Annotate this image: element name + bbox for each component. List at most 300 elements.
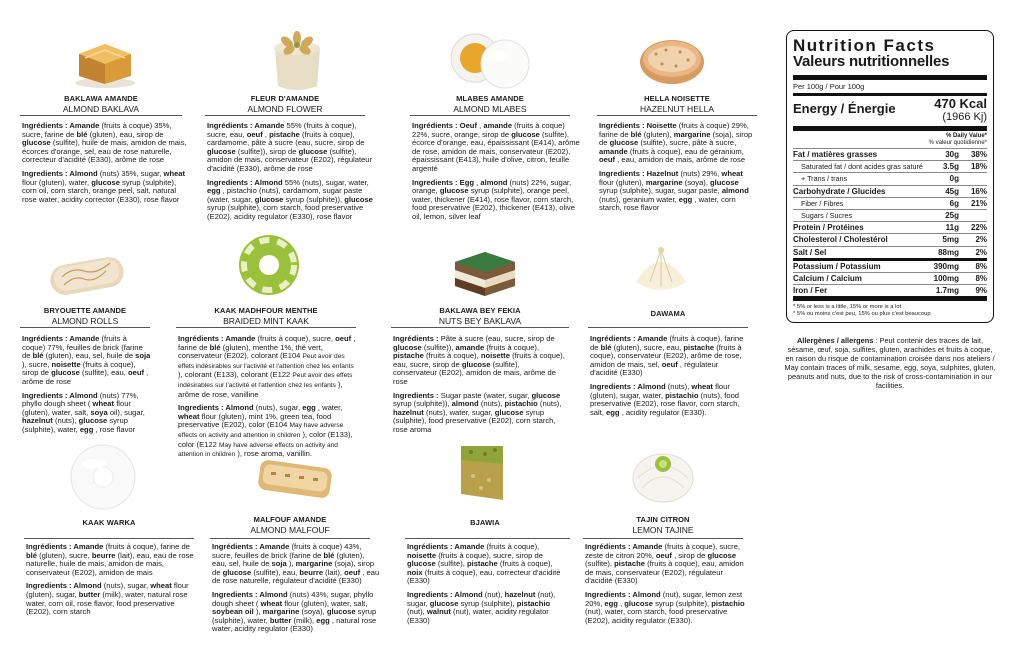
ingredient-text: 55% (fruits à coque), sucre, eau, <box>207 121 357 139</box>
nutrient-amount: 6g <box>949 198 959 208</box>
ingredient-text: (nut), <box>484 589 505 599</box>
allergen-highlight: almond <box>480 177 508 187</box>
ingredient-text: , farine de <box>178 334 356 352</box>
ingredient-text: (sulfite), eau, <box>253 567 300 577</box>
ingredients-en <box>412 179 584 222</box>
nutrient-daily-value: 8% <box>975 261 987 271</box>
ingredients-fr <box>178 335 358 399</box>
energy-kj: (1966 Kj) <box>942 111 987 123</box>
nutrient-table <box>793 148 987 296</box>
allergen-highlight: wheat <box>163 168 186 178</box>
ingredient-text: syrup (sulphite), sugar, sugar paste, <box>599 186 722 196</box>
ingredient-text: (fruits à coque), farine de <box>105 542 190 551</box>
almond-rolls-image <box>44 245 130 301</box>
ingredients-fr <box>22 335 152 387</box>
ingredient-text: (fruits à coque), eau de géranium, <box>629 146 744 156</box>
ingredient-text: (sulfite), amidon de mais, conservateur (E202), régulateur d'acidité (E330), arôme de rose <box>207 146 373 173</box>
product-name-fr: TAJIN CITRON <box>636 515 690 524</box>
ingredient-text: Peut avoir des effets indésirables sur l'activité et l'attention chez les enfants <box>178 372 353 389</box>
ingredient-text: (fruits à coque), <box>425 351 481 361</box>
allergen-highlight: glucose <box>707 550 737 560</box>
divider <box>210 538 370 539</box>
ingredient-text: , rose flavor <box>95 424 136 434</box>
nutrient-row <box>793 258 987 272</box>
allergen-highlight: oeuf <box>127 368 145 378</box>
allergen-highlight: Ingrédients : Amande <box>590 334 668 343</box>
divider <box>583 538 743 539</box>
divider <box>20 327 150 328</box>
allergen-highlight: blé <box>26 550 37 560</box>
product-name-en: HAZELNUT HELLA <box>639 104 714 114</box>
allergen-highlight: glucose <box>393 342 422 352</box>
allergen-highlight: Ingredients : Almond <box>590 381 666 391</box>
allergen-highlight: glucose <box>494 407 524 417</box>
allergen-highlight: soja <box>135 351 151 361</box>
ingredient-text: syrup (sulphite)), <box>393 399 452 409</box>
allergen-highlight: egg <box>678 194 693 204</box>
ingredient-text: syrup (sulphite), corn starch, food preservative (E202), acidity regulator (E330), rose flavor <box>207 203 364 221</box>
allergen-highlight: pistachio <box>711 598 745 608</box>
ingredient-text: flour (gluten), water, salt, <box>22 399 131 417</box>
ingredients-fr <box>590 335 746 378</box>
allergen-highlight: hazelnut <box>504 589 536 599</box>
ingredient-text: (fruits à coque) 29%, farine de <box>599 121 749 139</box>
ingredients-kaak-warka <box>26 543 196 622</box>
ingredient-text: ), <box>288 559 296 569</box>
allergen-highlight: glucose <box>531 390 561 400</box>
nutrient-amount: 25g <box>945 211 959 221</box>
allergen-highlight: egg <box>316 615 330 625</box>
product-name-fr: KAAK WARKA <box>82 518 136 527</box>
allergen-notice <box>783 336 997 390</box>
ingredient-text: syrup (sulphite), corn oil, corn starch, orange peel, salt, natural rose water, acidity corrector (E330), rose flavor <box>22 177 180 204</box>
allergen-highlight: Ingrédients : Amande <box>207 121 285 130</box>
product-name-en: BRAIDED MINT KAAK <box>223 316 309 326</box>
ingredient-text: Peut avoir des effets indésirables sur l'activité et l'attention chez les enfants <box>178 353 354 370</box>
energy-kcal: 470 Kcal <box>934 96 987 111</box>
lemon-tajine-image <box>630 444 696 504</box>
ingredients-fr <box>212 543 380 586</box>
nutrient-name: Protein / Protéines <box>793 223 864 233</box>
ingredient-text: (fruits à coque), <box>486 342 540 352</box>
nutrient-daily-value: 2% <box>975 247 987 257</box>
nutrient-row <box>793 221 987 233</box>
allergen-highlight: wheat <box>721 168 743 178</box>
baklawa-almond-image <box>65 28 145 90</box>
allergen-highlight: glucose <box>439 186 469 196</box>
allergen-highlight: margarine <box>295 559 333 569</box>
footnote: * 5% or less is a little, 15% or more is a lot * 5% ou moins c'est peu, 15% ou plus c'est beaucoup <box>793 304 931 318</box>
allergen-highlight: blé <box>209 342 221 352</box>
energy-label: Energy / Énergie <box>793 101 896 116</box>
ingredients-almond-flower <box>207 122 379 227</box>
allergen-highlight: glucose <box>461 359 491 369</box>
daily-value-header: % Daily Value* % valeur quotidienne* <box>928 133 987 146</box>
allergen-highlight: glucose <box>91 177 120 187</box>
ingredients-en <box>207 179 379 222</box>
ingredient-text: 55% (nuts), sugar, water, <box>284 177 369 187</box>
nuts-bey-baklava-image <box>445 244 523 300</box>
ingredients-en <box>212 591 380 634</box>
ingredient-text: (nuts), sugar, <box>103 581 151 591</box>
allergen-highlight: blé <box>76 129 88 139</box>
ingredients-en <box>599 170 755 213</box>
ingredient-text: ), rose aroma, vanillin. <box>237 449 313 459</box>
ingredient-text: (nuts), <box>667 381 692 391</box>
ingredient-text: (nuts) 43%, sugar, phyllo dough sheet ( <box>212 589 374 608</box>
allergen-highlight: egg <box>606 407 620 417</box>
ingredients-nuts-bey-baklava <box>393 335 565 440</box>
ingredient-text: Pâte à sucre (eau, sucre, sirop de <box>440 334 555 343</box>
ingredient-text: , pistachio (nuts), cardamom, sugar paste (water, sugar, <box>207 186 363 204</box>
allergen-highlight: pistache <box>614 559 645 569</box>
ingredients-en <box>407 591 569 625</box>
nutrient-row <box>793 233 987 245</box>
nutrient-name: Fiber / Fibres <box>801 198 844 208</box>
ingredient-text: (fruits à coque), farine de <box>590 334 744 352</box>
ingredient-text: (fruits à coque) 43%, sucre, feuilles de brick (farine de <box>212 542 362 560</box>
ingredient-text: (sulfite), <box>585 559 615 569</box>
serving-size: Per 100g / Pour 100g <box>793 82 865 91</box>
allergen-highlight: Ingredients : <box>393 390 439 400</box>
nutrient-amount: 5mg <box>942 235 959 245</box>
ingredient-text: flour (gluten), <box>599 177 646 187</box>
ingredient-text: flour (gluten), mint 1%, green tea, food preservative (E202), color (E104 <box>178 411 332 430</box>
divider <box>24 538 194 539</box>
allergen-highlight: Ingrédients : Amande <box>26 542 104 551</box>
product-title-kaak-warka <box>24 517 194 528</box>
product-title-almond-baklava <box>20 93 182 115</box>
nutrient-amount: 0g <box>949 174 959 184</box>
allergen-highlight: soya <box>90 407 108 417</box>
product-name-fr: BAKLAWA AMANDE <box>64 94 138 103</box>
allergen-highlight: glucose <box>22 138 51 148</box>
ingredient-text: (soya), <box>684 177 711 187</box>
ingredient-text: flour (gluten), sugar, <box>26 581 189 599</box>
allergen-highlight: Ingrédients : Amande <box>22 334 100 343</box>
ingredients-braided-mint-kaak <box>178 335 358 465</box>
product-title-lemon-tajine <box>583 514 743 536</box>
allergen-highlight: oeuf <box>599 155 616 165</box>
allergen-highlight: Ingredients : Egg <box>412 177 475 187</box>
allergen-highlight: Ingrédients : <box>393 334 439 343</box>
allergen-highlight: almond <box>721 186 749 196</box>
ingredient-text: (fruits à coque), cardamome, pâte à sucre (eau, sucre, sirop de <box>207 129 365 148</box>
nutrient-row <box>793 272 987 284</box>
ingredient-text: , sirop de <box>674 550 708 560</box>
mlabes-almond-image <box>445 28 535 92</box>
allergen-highlight: Ingrédients : Amande <box>212 542 290 551</box>
ingredient-text: , acidity regulator (E330). <box>621 407 707 417</box>
ingredient-text: (nuts), <box>539 399 562 409</box>
ingredient-text: syrup (sulphite), <box>655 598 712 608</box>
ingredient-text: (lait), <box>325 567 345 577</box>
nutrient-daily-value: 21% <box>970 198 987 208</box>
allergen-highlight: wheat <box>92 399 115 409</box>
allergen-highlight: glucose <box>710 177 739 187</box>
ingredient-text: (nut), water, acidity regulator (E330) <box>407 607 549 625</box>
ingredient-text: ), arôme de rose, vanilline <box>178 379 343 399</box>
ingredient-text: (fruits à coque) 77%, feuilles de brick (farine de <box>22 334 143 361</box>
allergen-highlight: Ingrédients : Oeuf <box>412 121 477 130</box>
ingredient-text: syrup (sulphite)), <box>285 194 345 204</box>
nutrient-name: Calcium / Calcium <box>793 273 862 283</box>
nutrient-name: Saturated fat / dont acides gras saturé <box>801 162 923 172</box>
product-title-bjawia <box>405 517 565 528</box>
ingredient-text: (sulfite)), sirop de <box>237 146 299 156</box>
allergen-highlight: noisette <box>407 550 437 560</box>
allergen-highlight: soybean oil <box>212 607 254 617</box>
ingredient-text: , eau, amidon de mais, arôme de rose <box>617 155 746 165</box>
ingredients-fr <box>585 543 745 586</box>
divider <box>410 115 570 116</box>
allergen-highlight: pistachio <box>504 399 538 409</box>
ingredients-en <box>393 392 565 435</box>
product-title-hazelnut-hella <box>597 93 757 115</box>
almond-flower-image <box>265 26 330 94</box>
allergen-highlight: Ingredients : Almond <box>585 589 661 599</box>
ingredient-text: (gluten), eau, sirop de <box>89 129 164 139</box>
nutrient-name: + Trans / trans <box>801 174 848 184</box>
allergen-label: Allergènes / allergens <box>796 336 874 345</box>
nutrient-daily-value: 18% <box>970 162 987 172</box>
ingredient-text: , <box>476 177 481 187</box>
ingredients-fr <box>26 543 196 577</box>
ingredient-text: syrup (sulphite), <box>460 598 517 608</box>
ingredient-text: , arôme de rose <box>22 368 149 386</box>
nutrient-daily-value: 38% <box>970 150 987 160</box>
allergen-highlight: pistache <box>466 559 498 569</box>
nutrient-daily-value: 16% <box>970 186 987 196</box>
allergen-highlight: Ingredients : Almond <box>22 168 98 178</box>
ingredient-text: (fruits à coque), sucre, <box>257 334 336 343</box>
allergen-highlight: Ingredients : Almond <box>212 589 288 599</box>
product-name-fr: MALFOUF AMANDE <box>253 515 327 524</box>
ingredients-almond-baklava <box>22 122 192 209</box>
allergen-highlight: amande <box>599 146 628 156</box>
product-name-fr: HELLA NOISETTE <box>644 94 710 103</box>
nutrient-name: Cholesterol / Cholestérol <box>793 235 888 245</box>
allergen-highlight: glucose <box>407 559 436 569</box>
allergen-highlight: blé <box>323 550 335 560</box>
allergen-highlight: glucose <box>429 598 459 608</box>
product-name-fr: KAAK MADHFOUR MENTHE <box>214 306 318 315</box>
braided-mint-kaak-image <box>236 232 302 298</box>
energy-row <box>793 96 987 123</box>
allergen-highlight: blé <box>630 129 642 139</box>
nutrient-daily-value: 2% <box>975 235 987 245</box>
nutrient-row <box>793 185 987 197</box>
product-name-fr: BJAWIA <box>470 518 500 527</box>
ingredient-text: , eau de rose naturelle, régulateur d'acidité (E330) <box>212 567 380 586</box>
allergen-highlight: glucose <box>51 368 80 378</box>
allergen-highlight: pistache <box>393 351 424 361</box>
ingredient-text: (sulfite), conservateur (E202), amidon de mais, arôme de rose <box>393 359 556 386</box>
allergen-highlight: pistache <box>683 342 715 352</box>
product-title-nuts-bey-baklava <box>391 305 569 327</box>
nutrition-title-en: Nutrition Facts <box>793 36 936 55</box>
allergen-highlight: butter <box>78 589 101 599</box>
ingredient-text: (fruits à coque), sirop de <box>22 359 136 378</box>
nutrient-name: Salt / Sel <box>793 247 827 257</box>
ingredient-text: (sulfite), écorce d'orange, eau, épaississant (E414), arôme de rose, amidon de mais, conservateur (E202), épaississant (E413), huile d'olive, citron, feuille argenté <box>412 129 580 173</box>
allergen-highlight: Ingredients : Almond <box>407 589 483 599</box>
allergen-highlight: wheat <box>260 598 283 608</box>
product-name-en: ALMOND FLOWER <box>247 104 323 114</box>
allergen-highlight: oeuf <box>246 129 263 139</box>
ingredient-text: (soya), <box>301 607 327 617</box>
ingredient-text: (nut), sugar, lemon zest 20%, <box>585 589 743 608</box>
allergen-highlight: Ingredients : Almond <box>22 390 98 400</box>
product-title-almond-flower <box>205 93 365 115</box>
ingredients-fr <box>393 335 565 387</box>
ingredients-lemon-tajine <box>585 543 745 630</box>
nutrient-row <box>793 172 987 184</box>
nutrient-name: Carbohydrate / Glucides <box>793 186 886 196</box>
allergen-highlight: butter <box>269 615 292 625</box>
ingredient-text: (nuts), geranium water, <box>599 194 679 204</box>
allergen-highlight: noisette <box>51 359 81 369</box>
ingredient-text: (nut), water, corn starch, food preservative (E202), acidity regulator (E330). <box>585 607 728 625</box>
allergen-highlight: Ingredients : Almond <box>207 177 283 187</box>
ingredient-text: (fruits à coque) 22%, sucre, orange, sirop de <box>412 121 565 139</box>
allergen-highlight: wheat <box>691 381 713 391</box>
ingredient-text: (sulfite)), <box>423 342 456 352</box>
ingredients-en <box>178 404 358 460</box>
nutrition-title-fr: Valeurs nutritionnelles <box>793 53 950 70</box>
product-title-almond-rolls <box>20 305 150 327</box>
ingredient-text: (fruits à coque), conservateur (E202), arôme de rose, amidon de mais, sel, <box>590 342 742 369</box>
hazelnut-hella-image <box>636 28 708 88</box>
ingredient-text: , <box>264 129 270 139</box>
nutrient-amount: 390mg <box>933 261 959 271</box>
ingredient-text: ), <box>255 607 263 617</box>
allergen-highlight: almond <box>451 399 479 409</box>
allergen-highlight: glucose <box>222 567 252 577</box>
ingredient-text: (nuts), water, sugar, <box>425 407 495 417</box>
nutrient-row <box>793 246 987 258</box>
nutrient-amount: 11g <box>945 223 959 233</box>
allergen-highlight: Ingrédients : Amande <box>585 542 663 551</box>
allergen-highlight: beurre <box>299 567 324 577</box>
allergen-highlight: glucose <box>344 194 373 204</box>
ingredient-text: (nuts), <box>54 416 79 426</box>
allergen-highlight: oeuf <box>335 334 352 343</box>
allergen-highlight: margarine <box>262 607 300 617</box>
allergen-highlight: oeuf <box>661 359 678 369</box>
ingredient-text: (nuts) 29%, <box>680 168 722 178</box>
product-name-en: ALMOND ROLLS <box>51 316 119 326</box>
ingredient-text: syrup (sulphite), food preservative (E202), corn starch, rose aroma <box>393 407 556 434</box>
allergen-highlight: Ingrédients : Amande <box>407 542 485 551</box>
ingredient-text: (milk), <box>293 615 317 625</box>
nutrient-row <box>793 160 987 172</box>
ingredient-text: (milk), water, natural rose water, corn oil, rose flavor, food preservative (E202), corn starch <box>26 589 188 617</box>
product-name-en: ALMOND MLABES <box>453 104 527 114</box>
ingredient-text: (nuts) 77%, phyllo dough sheet ( <box>22 390 139 409</box>
allergen-highlight: amande <box>455 342 485 352</box>
ingredient-text: ), sucre, <box>22 359 52 369</box>
nutrient-amount: 30g <box>945 150 959 160</box>
divider <box>176 327 356 328</box>
nutrient-row <box>793 209 987 221</box>
ingredient-text: (fruits à coque), <box>486 542 540 551</box>
allergen-highlight: Ingredients : Almond <box>26 581 102 591</box>
allergen-text: : Peut contenir des traces de lait, sésame, œuf, soja, sulfites, gluten, arachides et fruits à coque, en raison du risque de contamination croisée dans nos ateliers / May contain traces of milk, sesame, egg, soya, sulphites, gluten, peanuts and nuts, due to the risk of cross-contamination in our facilities. <box>784 336 996 390</box>
ingredients-dawama <box>590 335 746 422</box>
ingredient-text: , <box>479 121 484 130</box>
ingredient-text: Sugar paste (water, sugar, <box>440 390 532 400</box>
allergen-highlight: Ingredients : Almond <box>178 403 254 413</box>
allergen-highlight: glucose <box>326 607 356 617</box>
divider <box>20 115 182 116</box>
divider <box>597 115 757 116</box>
product-title-almond-malfouf <box>210 514 370 536</box>
allergen-highlight: hazelnut <box>393 407 424 417</box>
kaak-warka-image <box>66 442 140 512</box>
allergen-highlight: egg <box>207 186 221 196</box>
bjawia-image <box>455 440 509 506</box>
allergen-highlight: soja <box>271 559 287 569</box>
nutrient-amount: 45g <box>945 186 959 196</box>
ingredient-text: (fruits à coque), eau, sucre, sirop de <box>393 351 565 369</box>
ingredient-text: (gluten), eau, sel, huile de <box>212 550 365 569</box>
nutrient-daily-value: 8% <box>975 273 987 283</box>
ingredient-text: (nuts), food preservative (E202), rose flavor, corn starch, salt, <box>590 390 740 417</box>
ingredient-text: , <box>620 598 625 608</box>
allergen-highlight: Ingrédients : Noisette <box>599 121 677 130</box>
ingredient-text: (fruits à coque), eau, correcteur d'acidité (E330) <box>407 567 561 586</box>
ingredient-text: flour (gluten), sugar, water, <box>590 381 730 400</box>
nutrient-row <box>793 284 987 296</box>
allergen-highlight: blé <box>32 351 44 361</box>
divider <box>405 538 570 539</box>
ingredient-text: (gluten), sucre, eau, <box>613 342 684 352</box>
ingredient-text: (sulfite), huile de mais, amidon de mais, écorces d'orange, sel, eau de rose naturelle, correcteur d'acidité (E330), arôme de rose <box>22 138 187 165</box>
ingredient-text: , water, corn starch, rose flavor <box>599 194 736 213</box>
ingredients-fr <box>207 122 379 174</box>
product-name-fr: FLEUR D'AMANDE <box>250 94 320 103</box>
ingredient-text: (sulfite), <box>437 559 467 569</box>
nutrient-name: Sugars / Sucres <box>801 211 853 221</box>
product-title-braided-mint-kaak <box>176 305 356 327</box>
ingredient-text: (fruits à coque), sucre, zeste de citron 20%, <box>585 542 741 560</box>
product-name-fr: BRYOUETTE AMANDE <box>43 306 127 315</box>
ingredient-text: (fruits à coque), sucre, sirop de <box>438 550 543 560</box>
allergen-highlight: glucose <box>298 146 328 156</box>
ingredient-text: (fruits à coque), eau, amidon de mais, conservateur (E202), régulateur d'acidité (E330) <box>585 559 744 586</box>
allergen-highlight: amande <box>483 121 513 130</box>
allergen-highlight: pistache <box>269 129 300 139</box>
ingredients-almond-rolls <box>22 335 152 440</box>
ingredient-text: (nut), sugar, <box>407 589 556 608</box>
allergen-highlight: Ingrédients : Amande <box>178 334 256 343</box>
ingredient-text: ), color (E133), color (E122 <box>178 429 353 449</box>
product-name-en: NUTS BEY BAKLAVA <box>438 316 522 326</box>
ingredients-fr <box>22 122 192 165</box>
nutrition-facts-panel <box>786 30 994 323</box>
allergen-highlight: egg <box>604 598 618 608</box>
ingredient-text: (gluten), menthe 1%, thé vert, conservateur (E202), colorant (E104 <box>178 342 323 361</box>
ingredients-en <box>22 170 192 204</box>
ingredient-text: May have adverse effects on activity and attention in children <box>178 441 338 459</box>
ingredient-text: (sulfite), eau, <box>81 368 128 378</box>
dawama-image <box>628 240 694 300</box>
ingredient-text: ), colorant (E133), colorant (E122 <box>178 370 293 380</box>
divider <box>205 115 365 116</box>
nutrient-amount: 100mg <box>933 273 959 283</box>
allergen-highlight: egg <box>302 403 316 413</box>
